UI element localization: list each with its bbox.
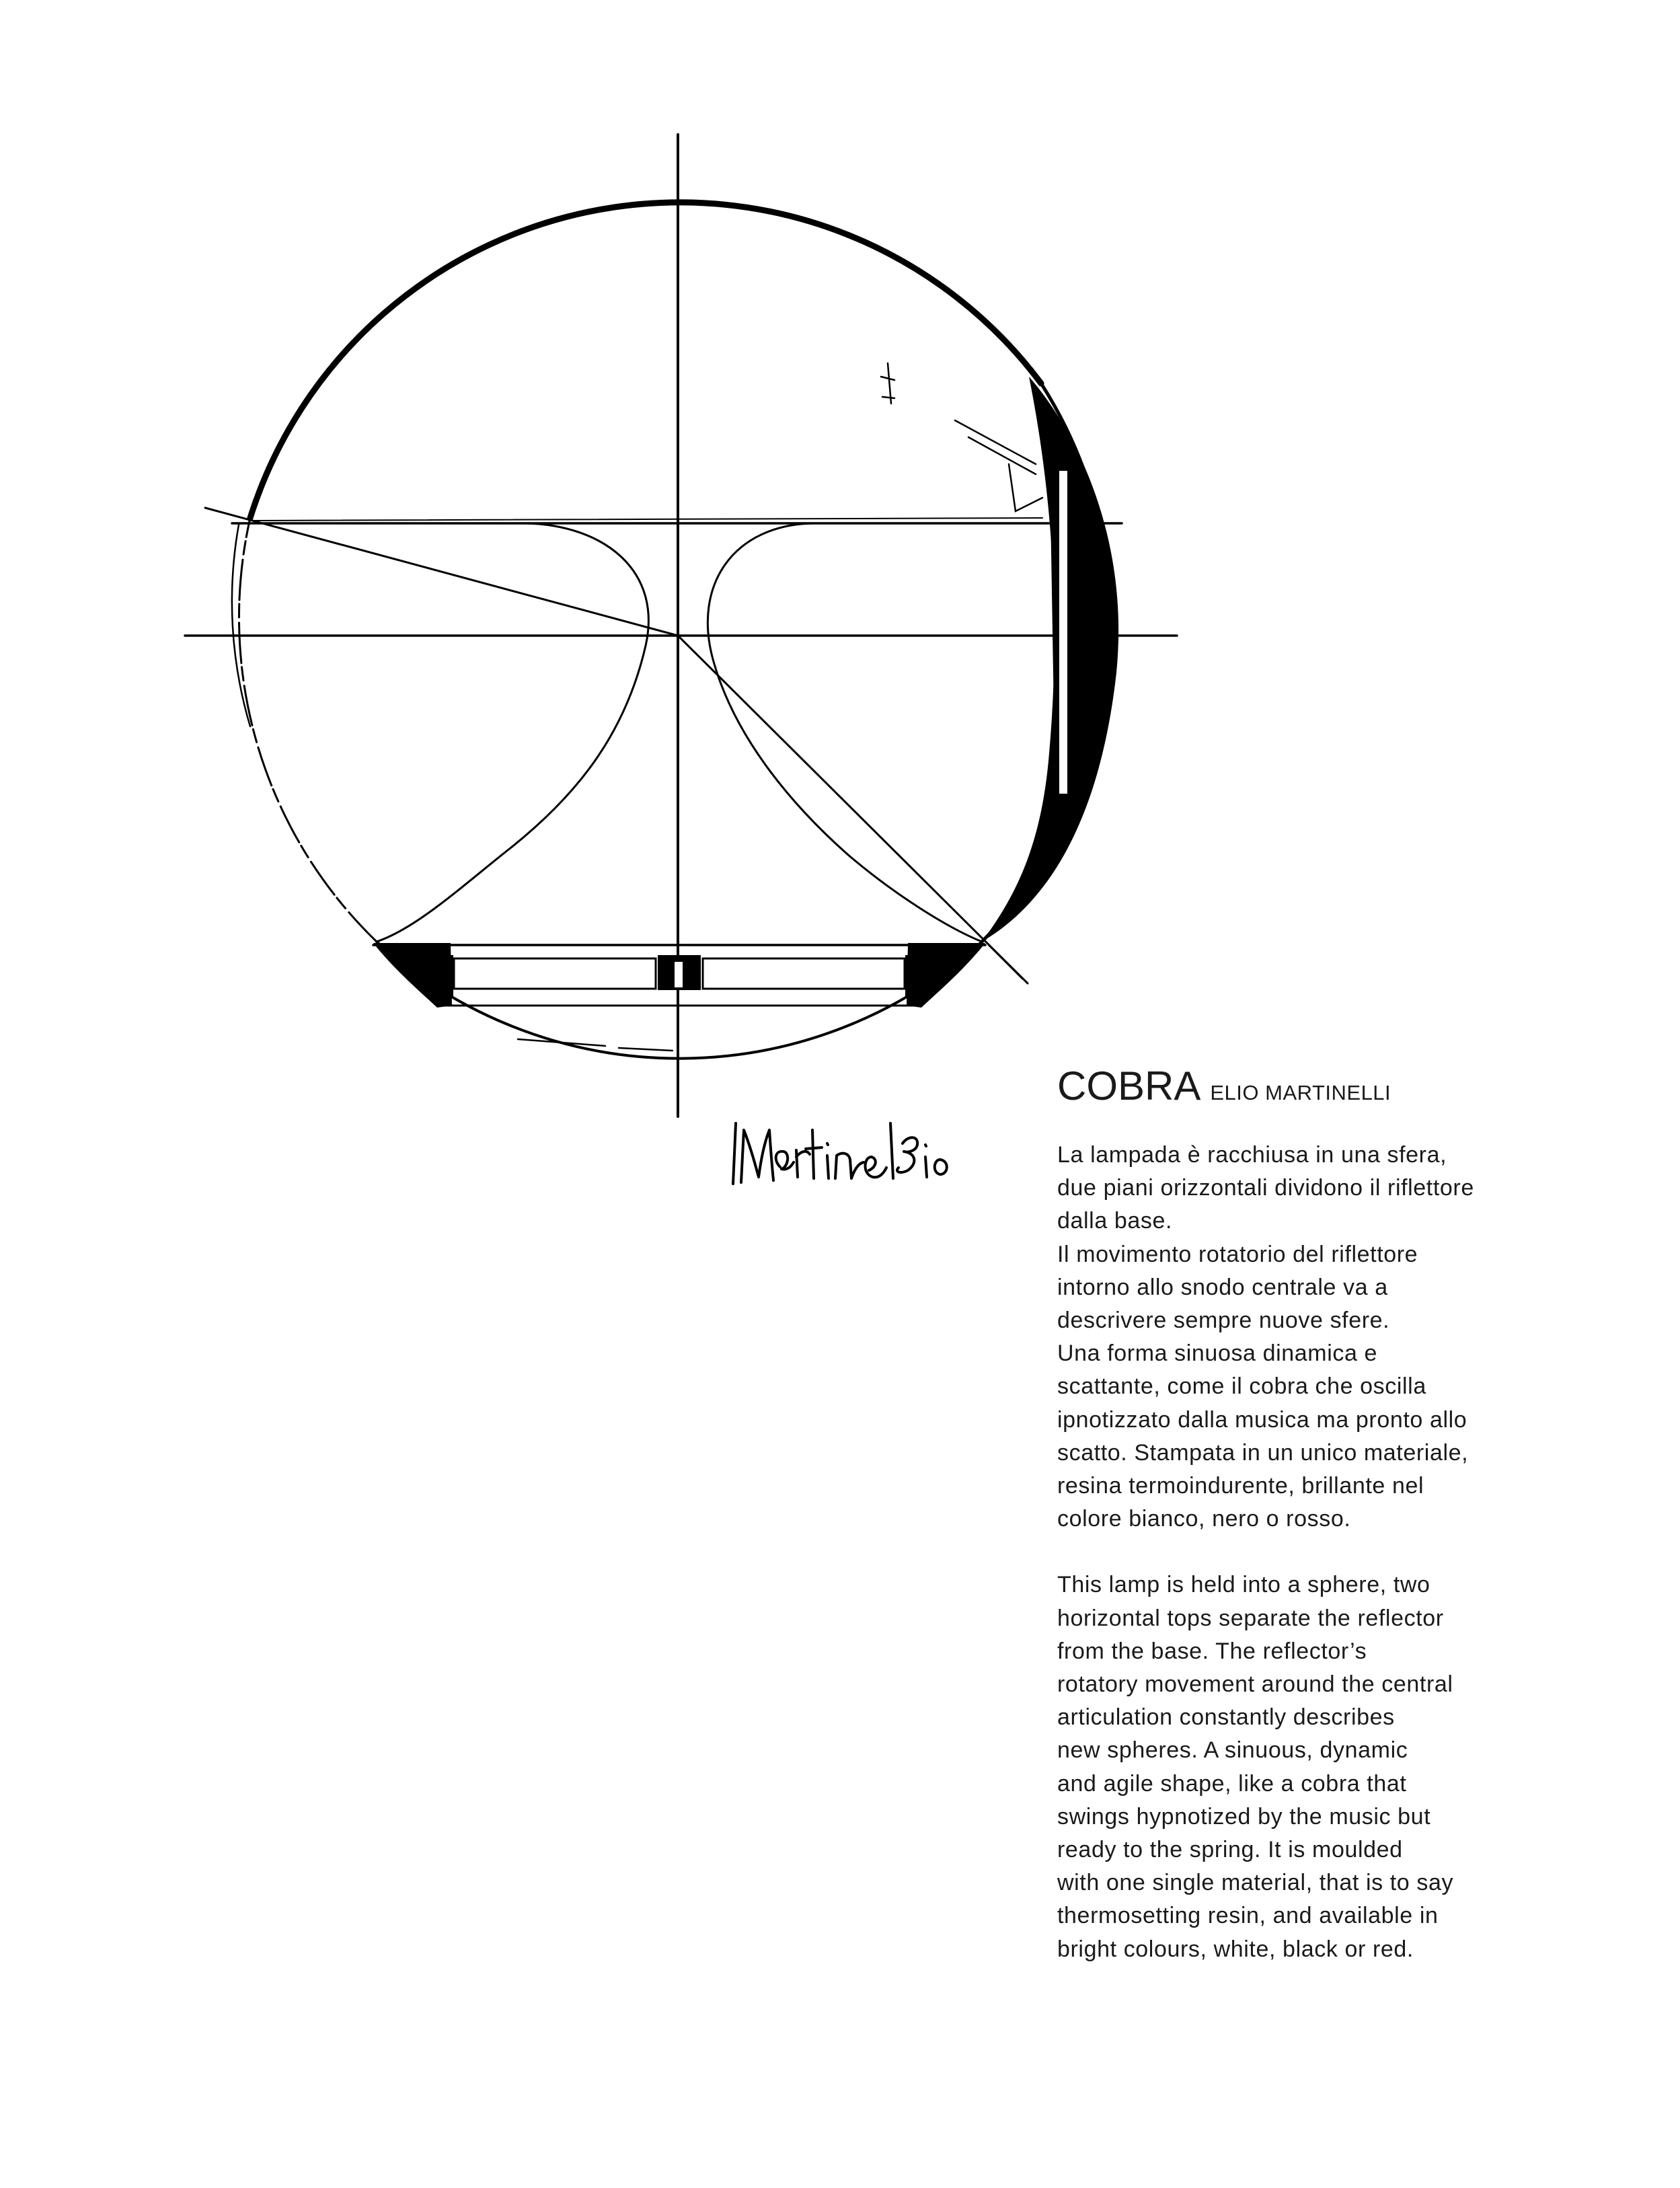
- sketch-mark-3: [955, 420, 1036, 474]
- diagonal-line-right: [678, 636, 1028, 983]
- description-line: scatto. Stampata in un unico materiale,: [1057, 1439, 1469, 1466]
- description-line: rotatory movement around the central: [1057, 1671, 1453, 1698]
- description-line: La lampada è racchiusa in una sfera,: [1057, 1142, 1447, 1168]
- base-wedge-left: [373, 943, 452, 1008]
- diagonal-line-left: [205, 508, 678, 636]
- top-plane-line-2: [249, 518, 1042, 521]
- designer-name: ELIO MARTINELLI: [1210, 1081, 1391, 1104]
- sphere-inner-left: [232, 525, 250, 726]
- base-slot-left: [454, 958, 656, 989]
- description-line: ipnotizzato dalla musica ma pronto allo: [1057, 1406, 1467, 1433]
- base-wedge-right: [907, 943, 985, 1008]
- description-line: scattante, come il cobra che oscilla: [1057, 1373, 1426, 1400]
- cobra-curve-right: [708, 523, 982, 942]
- description-line: dalla base.: [1057, 1208, 1173, 1234]
- sphere-outline: [250, 202, 1041, 518]
- description-line: Una forma sinuosa dinamica e: [1057, 1341, 1378, 1367]
- description-english: [1057, 1569, 1568, 1965]
- base-foot-right: [905, 955, 915, 997]
- base-center-gap: [675, 962, 683, 987]
- description-line: articulation constantly describes: [1057, 1704, 1395, 1731]
- base-foot-left: [444, 955, 453, 997]
- cobra-lamp-sketch: [0, 0, 1211, 1224]
- reflector-rim-inner: [1059, 471, 1067, 794]
- description-line: bright colours, white, black or red.: [1057, 1936, 1414, 1962]
- description-line: ready to the spring. It is moulded: [1057, 1837, 1403, 1863]
- sketch-mark-4: [1009, 464, 1042, 511]
- base-slot-right: [703, 958, 905, 989]
- designer-signature: [726, 1103, 968, 1204]
- description-italian: [1057, 1139, 1568, 1536]
- description-line: due piani orizzontali dividono il riflettore: [1057, 1175, 1474, 1201]
- description-line: thermosetting resin, and available in: [1057, 1903, 1439, 1929]
- description-line: resina termoindurente, brillante nel: [1057, 1473, 1424, 1499]
- description-line: from the base. The reflector’s: [1057, 1638, 1367, 1664]
- description-line: with one single material, that is to say: [1057, 1870, 1454, 1896]
- description-line: colore bianco, nero o rosso.: [1057, 1506, 1351, 1532]
- sphere-outline-left: [239, 518, 377, 942]
- description-line: horizontal tops separate the reflector: [1057, 1605, 1444, 1631]
- description-line: Il movimento rotatorio del riflettore: [1057, 1241, 1418, 1267]
- sketch-mark-5: [989, 945, 1022, 979]
- description-line: swings hypnotized by the music but: [1057, 1803, 1431, 1829]
- sketch-mark-2: [881, 377, 894, 398]
- description-line: This lamp is held into a sphere, two: [1057, 1572, 1430, 1598]
- product-text-block: [1057, 1063, 1568, 1966]
- product-name: COBRA: [1057, 1063, 1201, 1108]
- description-line: intorno allo snodo centrale va a: [1057, 1274, 1388, 1300]
- description-line: new spheres. A sinuous, dynamic: [1057, 1737, 1408, 1764]
- description-line: descrivere sempre nuove sfere.: [1057, 1308, 1390, 1334]
- cobra-curve-left: [377, 523, 648, 942]
- title-row: [1057, 1063, 1568, 1108]
- description-line: and agile shape, like a cobra that: [1057, 1770, 1407, 1797]
- sketch-mark-6: [518, 1039, 673, 1051]
